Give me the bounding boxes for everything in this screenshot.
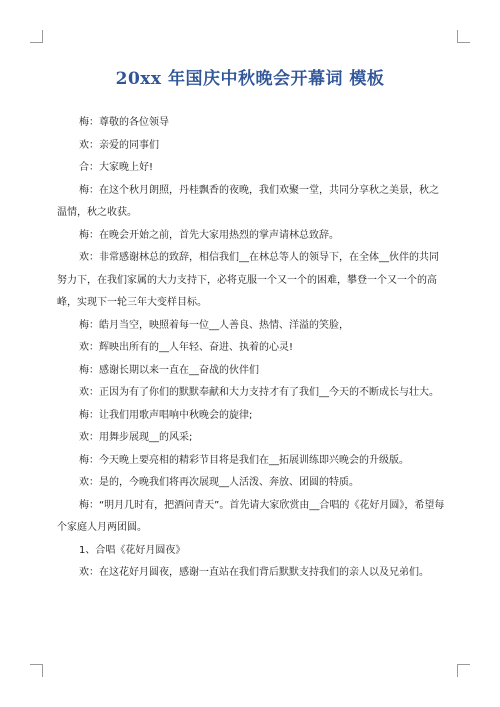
- paragraph: 欢：用舞步展现__的风采;: [79, 432, 193, 443]
- paragraph: 梅：在这个秋月朗照，丹桂飘香的夜晚，我们欢聚一堂，共同分享秋之美景，秋之温情，秋之收获。: [57, 184, 439, 218]
- paragraph: 欢：正因为有了你们的默默奉献和大力支持才有了我们__今天的不断成长与壮大。: [79, 387, 439, 398]
- crop-mark-top-right: [457, 30, 470, 43]
- paragraph: 梅：“明月几时有，把酒问青天”。首先请大家欣赏由__合唱的《花好月圆》，希望每个家庭人月两团圆。: [57, 499, 445, 533]
- paragraph: 欢：亲爱的同事们: [79, 139, 159, 151]
- paragraph: 梅：皓月当空，映照着每一位__人善良、热情、洋溢的笑脸，: [79, 319, 349, 331]
- paragraph: 梅：今天晚上要亮相的精彩节目将是我们在__拓展训练即兴晚会的升级版。: [79, 454, 409, 466]
- paragraph: 欢：在这花好月圆夜，感谢一直站在我们背后默默支持我们的亲人以及兄弟们。: [79, 567, 429, 578]
- paragraph: 欢：辉映出所有的__人年轻、奋进、执着的心灵!: [79, 342, 294, 353]
- crop-mark-top-left: [30, 30, 43, 43]
- document-body: [57, 112, 447, 585]
- document-title: 20xx 年国庆中秋晚会开幕词 模板: [115, 69, 385, 89]
- paragraph: 梅：感谢长期以来一直在__奋战的伙伴们: [79, 364, 259, 376]
- paragraph: 梅：尊敬的各位领导: [79, 117, 169, 128]
- paragraph: 欢：非常感谢林总的致辞，相信我们__在林总等人的领导下，在全体__伙伴的共同努力下，在我们家属的大力支持下，必将克服一个又一个的困难，攀登一个又一个的高峰，实现下一轮三年大变样目标。: [57, 252, 439, 308]
- crop-mark-bottom-right: [457, 664, 470, 677]
- paragraph: 梅：让我们用歌声唱响中秋晚会的旋律;: [79, 409, 253, 421]
- paragraph: 欢：是的，今晚我们将再次展现__人活泼、奔放、团圆的特质。: [79, 477, 359, 488]
- paragraph: 梅：在晚会开始之前，首先大家用热烈的掌声请林总致辞。: [79, 229, 339, 241]
- crop-mark-bottom-left: [30, 664, 43, 677]
- paragraph: 合：大家晚上好!: [79, 162, 154, 173]
- paragraph: 1、合唱《花好月圆夜》: [79, 544, 186, 556]
